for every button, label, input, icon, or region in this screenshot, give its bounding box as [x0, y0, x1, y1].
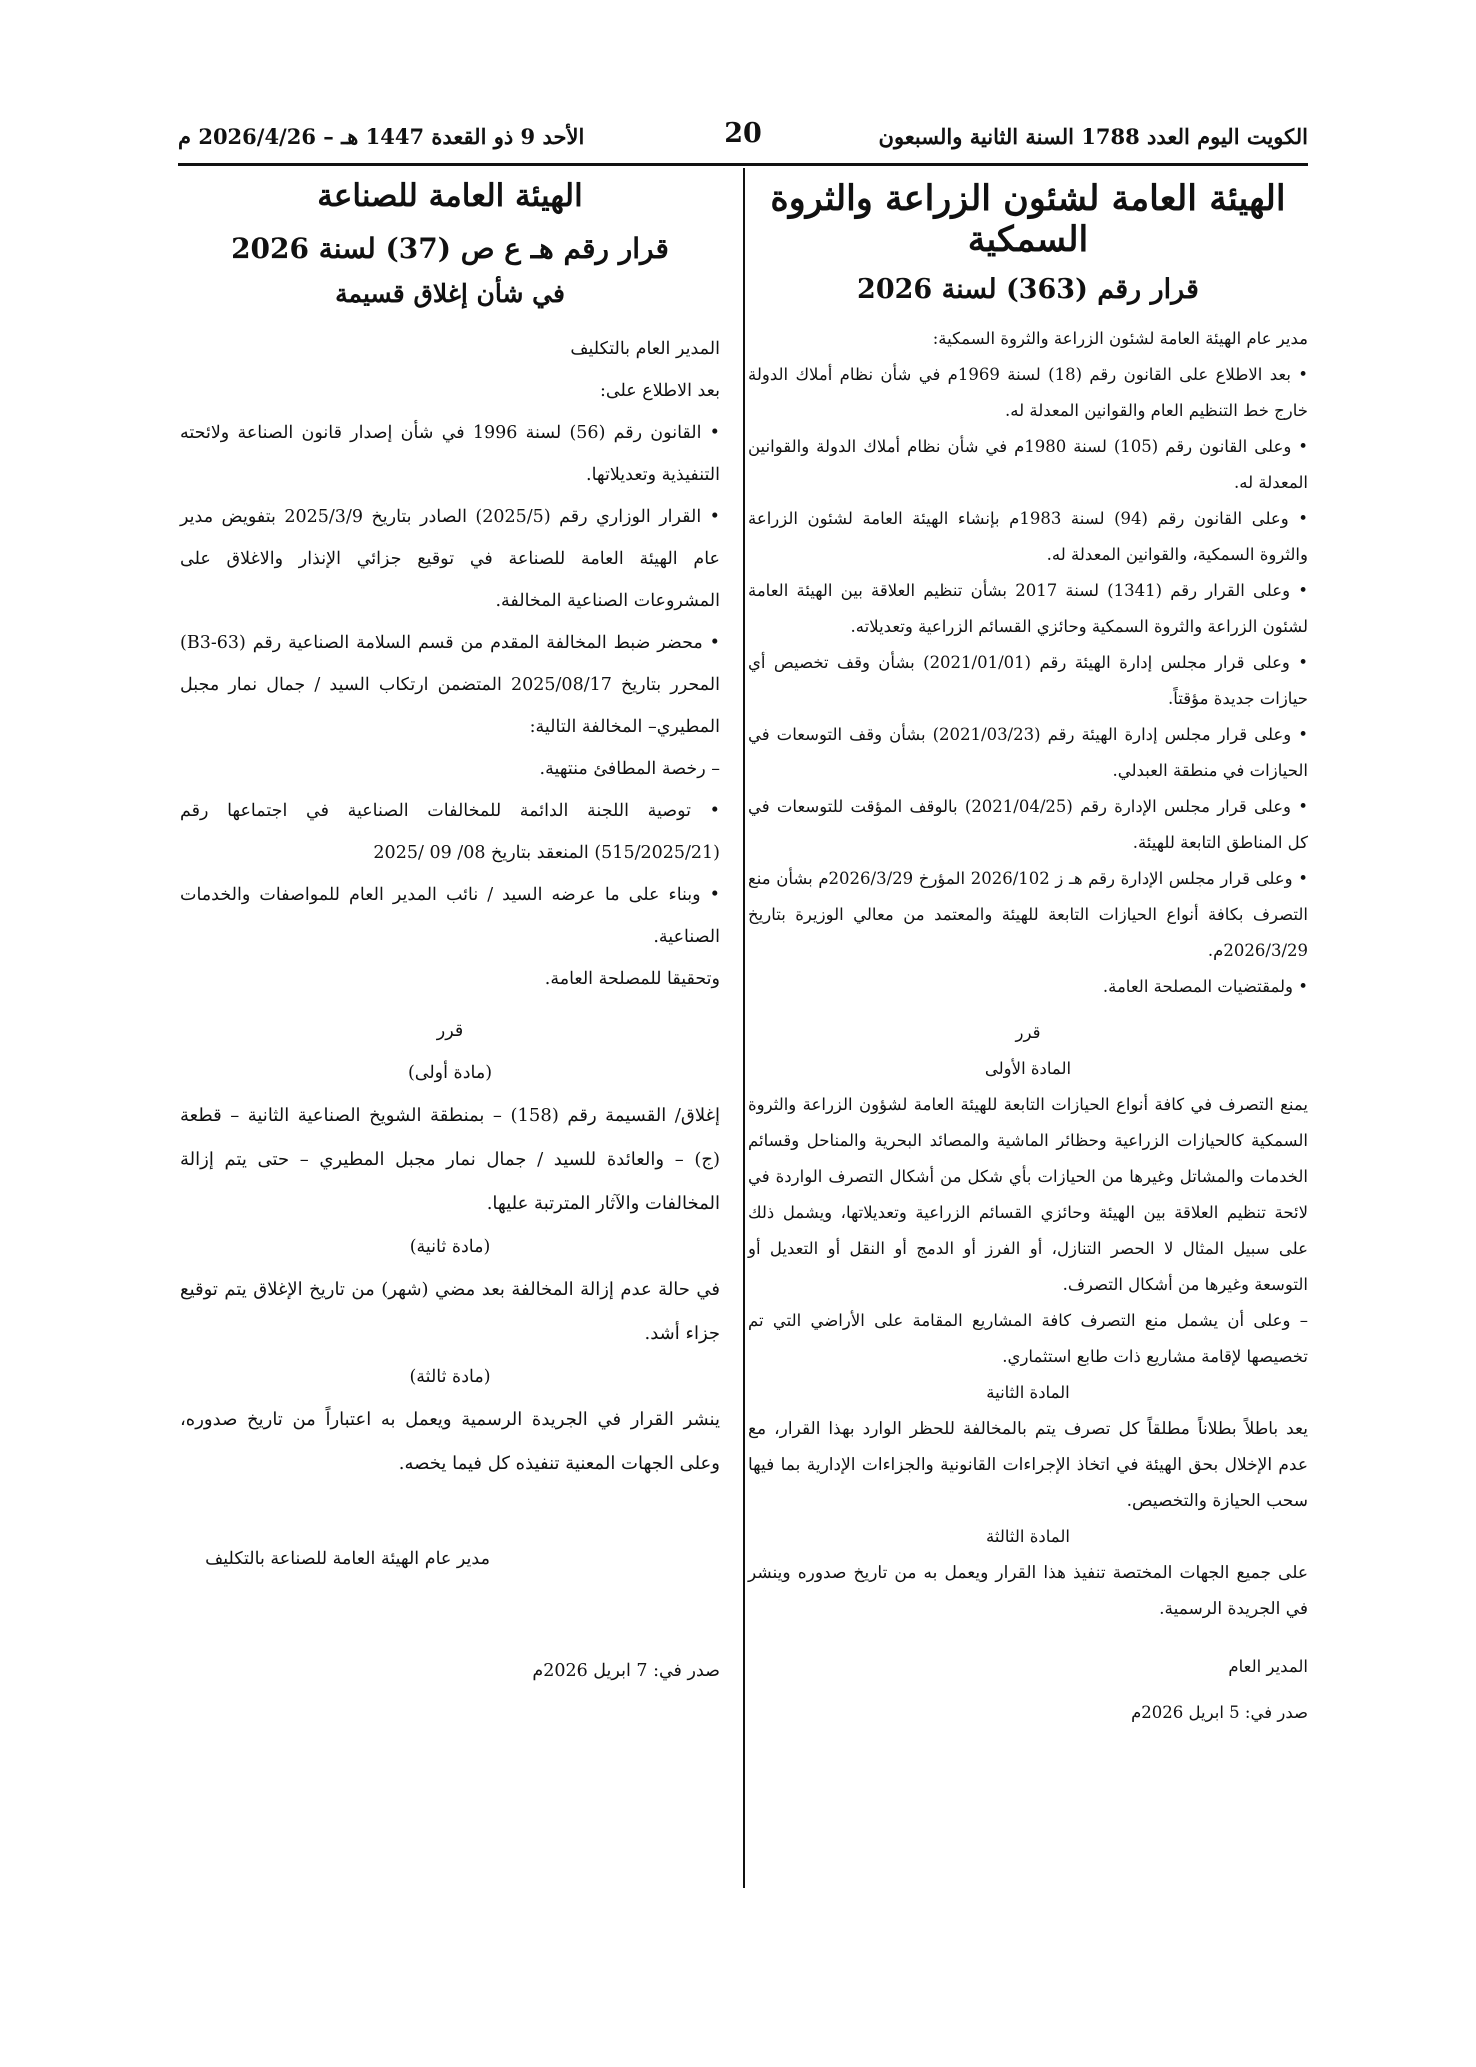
decision-intro: مدير عام الهيئة العامة لشئون الزراعة والثروة السمكية:	[932, 329, 1308, 348]
article-text: يعد باطلاً بطلاناً مطلقاً كل تصرف يتم بالمخالفة للحظر الوارد بهذا القرار، مع عدم الإخلال بحق الهيئة في اتخاذ الإجراءات القانونية والجزاءات الإدارية بما فيها سحب الحيازة والتخصيص.	[748, 1419, 1308, 1511]
page-header	[178, 118, 1308, 158]
issue-date-line: صدر في: 7 ابريل 2026م	[532, 1661, 720, 1681]
article-heading: (مادة ثالثة)	[409, 1367, 491, 1387]
preamble-item: • وعلى القانون رقم (94) لسنة 1983م بإنشاء الهيئة العامة لشئون الزراعة والثروة السمكية، والقوانين المعدلة له.	[748, 509, 1309, 564]
decided-label: قرر	[436, 1021, 464, 1041]
authority-title: الهيئة العامة للصناعة	[317, 178, 583, 214]
article-heading: المادة الأولى	[984, 1059, 1072, 1078]
article-text: إغلاق/ القسيمة رقم (158) – بمنطقة الشويخ الصناعية الثانية – قطعة (ج) – والعائدة للسيد / جمال نمار مجبل المطيري – حتى يتم إزالة المخالفات والآثار المترتبة عليها.	[180, 1105, 720, 1214]
issue-date-line: صدر في: 5 ابريل 2026م	[1131, 1703, 1308, 1722]
preamble-item: • وبناء على ما عرضه السيد / نائب المدير العام للمواصفات والخدمات الصناعية.	[180, 885, 720, 947]
preamble-item: • ولمقتضيات المصلحة العامة.	[1102, 977, 1308, 996]
preamble-item: • وعلى قرار مجلس الإدارة رقم هـ ز 2026/102 المؤرخ 2026/3/29م بشأن منع التصرف بكافة أنواع الحيازات التابعة للهيئة والمعتمد من معالي الوزيرة بتاريخ 2026/3/29م.	[748, 869, 1308, 960]
article-heading: (مادة ثانية)	[409, 1237, 491, 1257]
gazette-issue-info: الكويت اليوم العدد 1788 السنة الثانية والسبعون	[878, 124, 1308, 149]
preamble-item: • وعلى القانون رقم (105) لسنة 1980م في شأن نظام أملاك الدولة والقوانين المعدلة له.	[748, 437, 1309, 492]
preamble-item: • وعلى قرار مجلس إدارة الهيئة رقم (2021/03/23) بشأن وقف التوسعات في الحيازات في منطقة العبدلي.	[748, 725, 1308, 780]
page-number: 20	[724, 118, 762, 149]
article-text: في حالة عدم إزالة المخالفة بعد مضي (شهر) من تاريخ الإغلاق يتم توقيع جزاء أشد.	[180, 1279, 720, 1344]
issue-date: الأحد 9 ذو القعدة 1447 هـ – 2026/4/26 م	[178, 124, 585, 149]
preamble-item: • وعلى قرار مجلس إدارة الهيئة رقم (2021/01/01) بشأن وقف تخصيص أي حيازات جديدة مؤقتاً.	[748, 653, 1308, 708]
article-text: يمنع التصرف في كافة أنواع الحيازات التابعة للهيئة العامة لشؤون الزراعة والثروة السمكية كالحيازات الزراعية وحظائر الماشية والمصائد البحرية والمناحل وقسائم الخدمات والمشاتل وغيرها من الحيازات بأي شكل من أشكال التصرف الواردة في لائحة تنظيم العلاقة بين الهيئة وحائزي القسائم الزراعية وتعديلاتها، ويشمل ذلك على سبيل المثال لا الحصر التنازل، أو الفرز أو الدمج أو النقل أو التعديل أو التوسعة وغيرها من أشكال التصرف.	[748, 1095, 1308, 1294]
preamble-item: • وعلى قرار مجلس الإدارة رقم (2021/04/25) بالوقف المؤقت للتوسعات في كل المناطق التابعة للهيئة.	[748, 797, 1308, 852]
preamble-item: • بعد الاطلاع على القانون رقم (18) لسنة 1969م في شأن نظام أملاك الدولة خارج خط التنظيم العام والقوانين المعدلة له.	[748, 365, 1308, 420]
article-heading: (مادة أولى)	[407, 1063, 493, 1083]
decision-number: قرار رقم هـ ع ص (37) لسنة 2026	[231, 232, 669, 265]
header-rule	[178, 163, 1308, 166]
decision-intro: المدير العام بالتكليف	[570, 339, 720, 359]
decided-label: قرر	[1015, 1023, 1041, 1042]
article-note: – وعلى أن يشمل منع التصرف كافة المشاريع المقامة على الأراضي التي تم تخصيصها لإقامة مشاريع ذات طابع استثماري.	[748, 1311, 1308, 1366]
decision-subject: في شأن إغلاق قسيمة	[335, 279, 565, 308]
preamble-item: • وعلى القرار رقم (1341) لسنة 2017 بشأن تنظيم العلاقة بين الهيئة العامة لشئون الزراعة والثروة السمكية وحائزي القسائم الزراعية وتعديلاته.	[748, 581, 1308, 636]
preamble-item: • توصية اللجنة الدائمة للمخالفات الصناعية في اجتماعها رقم (515/2025/21) المنعقد بتاريخ 08/ 09 /2025	[180, 801, 720, 863]
article-text: ينشر القرار في الجريدة الرسمية ويعمل به اعتباراً من تاريخ صدوره، وعلى الجهات المعنية تنفيذه كل فيما يخصه.	[180, 1409, 720, 1474]
article-text: على جميع الجهات المختصة تنفيذ هذا القرار ويعمل به من تاريخ صدوره وينشر في الجريدة الرسمية.	[748, 1563, 1308, 1619]
column-divider	[743, 168, 745, 1888]
article-heading: المادة الثالثة	[986, 1527, 1070, 1546]
right-column	[748, 178, 1308, 1731]
preamble-item: وتحقيقا للمصلحة العامة.	[544, 969, 720, 989]
article-heading: المادة الثانية	[986, 1383, 1070, 1402]
signatory: مدير عام الهيئة العامة للصناعة بالتكليف	[205, 1549, 490, 1569]
decision-number: قرار رقم (363) لسنة 2026	[857, 274, 1199, 305]
preamble-item: • القانون رقم (56) لسنة 1996 في شأن إصدار قانون الصناعة ولائحته التنفيذية وتعديلاتها.	[180, 423, 720, 485]
authority-title: الهيئة العامة لشئون الزراعة والثروة السمكية	[770, 178, 1286, 260]
preamble-item: – رخصة المطافئ منتهية.	[539, 759, 720, 779]
preamble-item: • القرار الوزاري رقم (2025/5) الصادر بتاريخ 2025/3/9 بتفويض مدير عام الهيئة العامة للصناعة في توقيع جزائي الإنذار والاغلاق على المشروعات الصناعية المخالفة.	[180, 507, 720, 611]
after-review-label: بعد الاطلاع على:	[600, 381, 720, 401]
preamble-item: • محضر ضبط المخالفة المقدم من قسم السلامة الصناعية رقم (B3-63) المحرر بتاريخ 2025/08/17 المتضمن ارتكاب السيد / جمال نمار مجبل المطيري– المخالفة التالية:	[180, 633, 720, 737]
signatory: المدير العام	[1228, 1657, 1308, 1676]
left-column	[180, 178, 720, 1692]
